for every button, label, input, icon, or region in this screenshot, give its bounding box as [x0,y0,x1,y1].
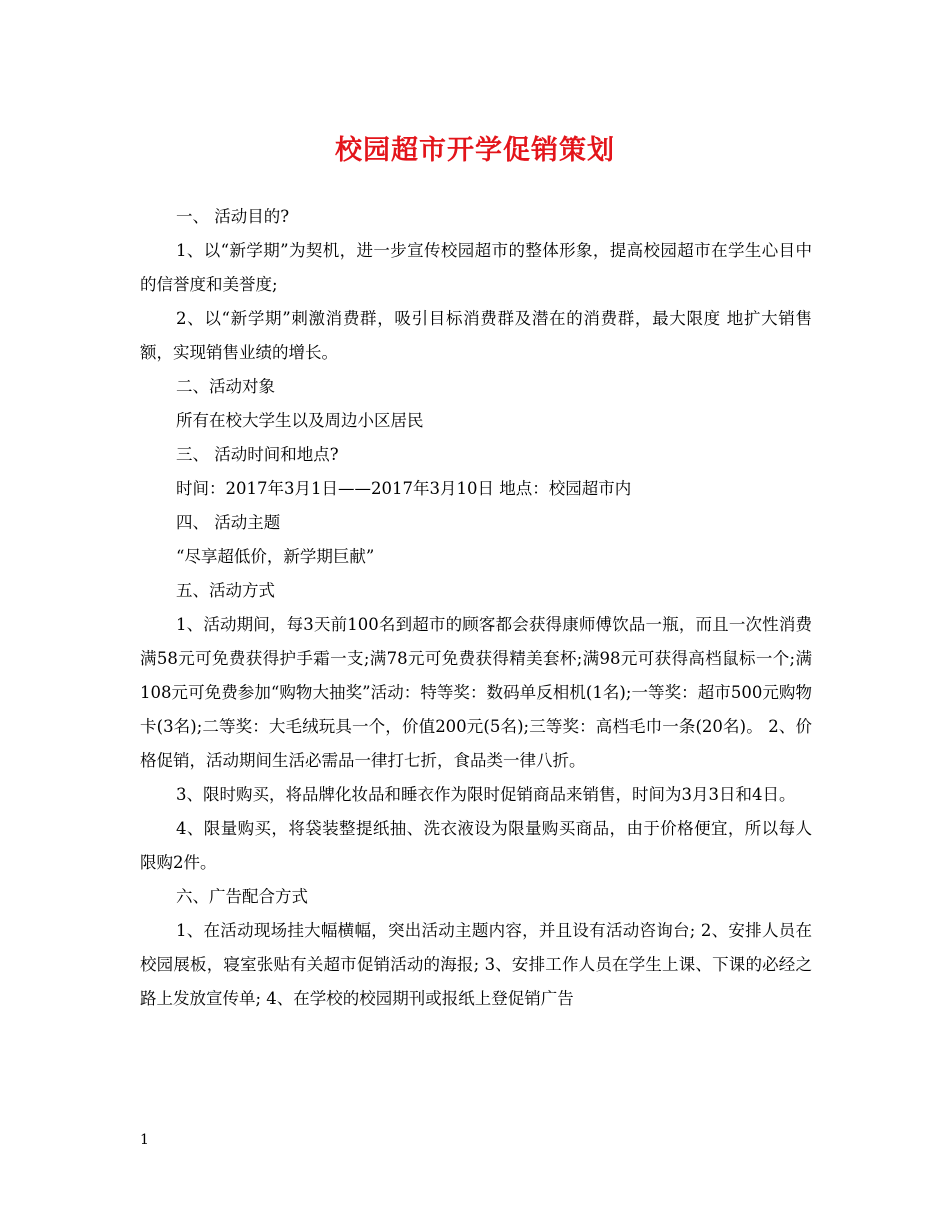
paragraph: 1、活动期间，每3天前100名到超市的顾客都会获得康师傅饮品一瓶，而且一次性消费满58元可免费获得护手霜一支;满78元可免费获得精美套杯;满98元可获得高档鼠标一个;满108元可免费参加“购物大抽奖”活动：特等奖：数码单反相机(1名);一等奖：超市500元购物卡(3名);二等奖：大毛绒玩具一个，价值200元(5名);三等奖：高档毛巾一条(20名)。 2、价格促销，活动期间生活必需品一律打七折，食品类一律八折。 [140,615,812,770]
document-body [140,200,812,1016]
section-heading-purpose: 一、 活动目的? [176,207,290,226]
paragraph: 1、在活动现场挂大幅横幅，突出活动主题内容，并且设有活动咨询台; 2、安排人员在校园展板，寝室张贴有关超市促销活动的海报; 3、安排工作人员在学生上课、下课的必经之路上发放宣传单; 4、在学校的校园期刊或报纸上登促销广告 [140,921,812,1008]
section-heading-theme: 四、 活动主题 [176,513,281,532]
page-number: 1 [140,1132,149,1148]
document-title: 校园超市开学促销策划 [335,135,615,166]
section-heading-advertising: 六、广告配合方式 [176,887,308,906]
paragraph: “尽享超低价，新学期巨献” [176,547,375,566]
section-heading-method: 五、活动方式 [176,581,275,600]
section-heading-audience: 二、活动对象 [176,377,275,396]
paragraph: 1、以“新学期”为契机，进一步宣传校园超市的整体形象，提高校园超市在学生心目中的信誉度和美誉度; [140,241,812,294]
paragraph: 时间：2017年3月1日——2017年3月10日 地点：校园超市内 [176,479,632,498]
paragraph: 2、以“新学期”刺激消费群，吸引目标消费群及潜在的消费群，最大限度 地扩大销售额，实现销售业绩的增长。 [140,309,812,362]
section-heading-time-place: 三、 活动时间和地点? [176,445,339,464]
paragraph: 所有在校大学生以及周边小区居民 [176,411,424,430]
paragraph: 3、限时购买，将品牌化妆品和睡衣作为限时促销商品来销售，时间为3月3日和4日。 [176,785,796,804]
paragraph: 4、限量购买，将袋装整提纸抽、洗衣液设为限量购买商品，由于价格便宜，所以每人限购2件。 [140,819,812,872]
